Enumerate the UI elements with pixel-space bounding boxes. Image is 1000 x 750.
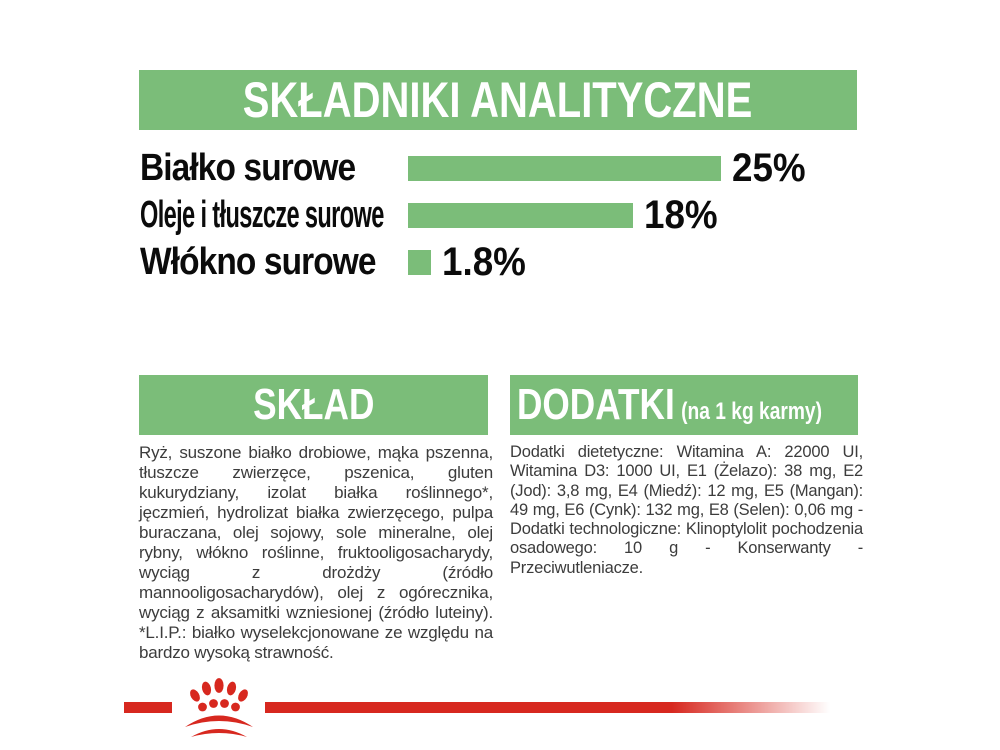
composition-text: Ryż, suszone białko drobiowe, mąka pszenna, tłuszcze zwierzęce, pszenica, gluten kukurydziany, izolat białka roślinnego*, jęczmień, hydrolizat białka zwierzęcego, pulpa buraczana, olej sojowy, sole mineralne, olej rybny, włókno roślinne, fruktooligosacharydy, wyciąg z drożdży (źródło mannooligosacharydów), olej z ogórecznika, wyciąg z aksamitki wzniesionej (źródło luteiny). *L.I.P.: białko wyselekcjonowane ze względu na bardzo wysoką strawność. <box>139 443 493 662</box>
additives-subtitle: (na 1 kg karmy) <box>681 398 822 425</box>
additives-header <box>510 375 858 435</box>
chart-row-protein <box>140 145 870 190</box>
analytical-components-header <box>139 70 857 130</box>
analytical-components-title: SKŁADNIKI ANALITYCZNE <box>243 72 753 128</box>
composition-title: SKŁAD <box>252 380 375 429</box>
composition-header <box>139 375 488 435</box>
chart-label-protein: Białko surowe <box>140 146 356 189</box>
chart-bar-protein <box>408 156 721 181</box>
chart-value-fibre: 1.8% <box>442 239 526 284</box>
additives-title: DODATKI <box>517 380 675 429</box>
royal-canin-crown-logo <box>174 676 264 746</box>
chart-row-fat <box>140 192 870 237</box>
chart-label-fibre: Włókno surowe <box>140 240 376 283</box>
chart-row-fibre <box>140 239 870 284</box>
footer-rule-left <box>124 702 172 713</box>
analytical-bar-chart <box>140 145 870 292</box>
chart-value-fat: 18% <box>644 192 718 237</box>
chart-bar-fat <box>408 203 633 228</box>
chart-bar-fibre <box>408 250 431 275</box>
chart-value-protein: 25% <box>732 145 806 190</box>
additives-title-group <box>517 380 822 430</box>
footer-rule-right <box>265 702 830 713</box>
additives-text: Dodatki dietetyczne: Witamina A: 22000 UI, Witamina D3: 1000 UI, E1 (Żelazo): 38 mg, E2 (Jod): 3,8 mg, E4 (Miedź): 12 mg, E5 (Mangan): 49 mg, E6 (Cynk): 132 mg, E8 (Selen): 0,06 mg - Dodatki technologiczne: Klinoptylolit pochodzenia osadowego: 10 g - Konserwanty - Przeciwutleniacze. <box>510 443 863 577</box>
chart-label-fat: Oleje i tłuszcze surowe <box>140 193 384 236</box>
